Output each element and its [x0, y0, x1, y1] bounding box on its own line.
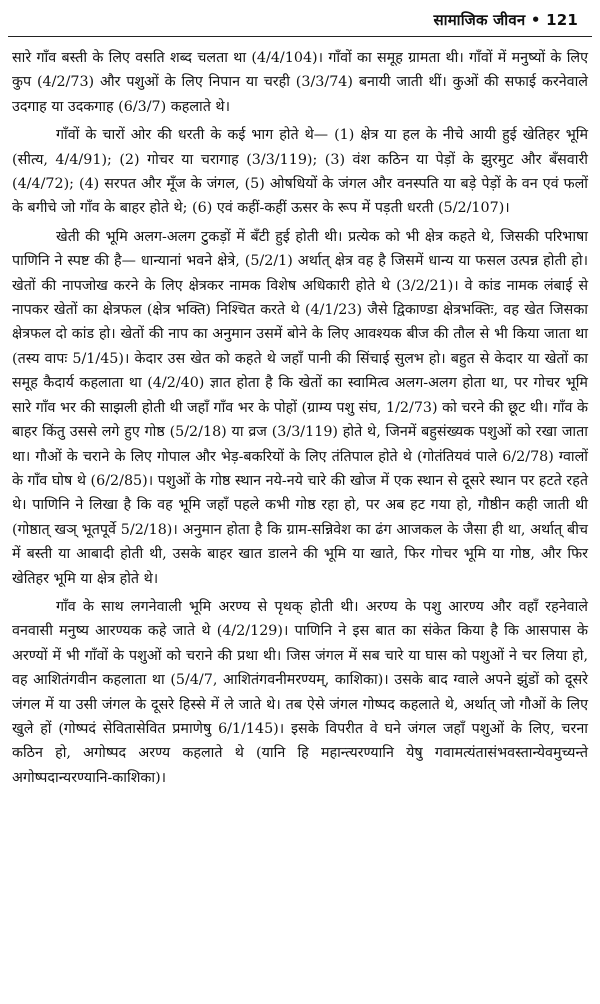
chapter-title: सामाजिक जीवन [433, 11, 526, 29]
header-separator: • [530, 11, 541, 29]
page-number: 121 [546, 11, 578, 29]
running-header [433, 10, 578, 30]
page-body [12, 46, 588, 794]
paragraph-3: खेती की भूमि अलग-अलग टुकड़ों में बँटी हुई होती थी। प्रत्येक को भी क्षेत्र कहते थे, जिसकी परिभाषा पाणिनि ने स्पष्ट की है— धान्यानां भवने क्षेत्रे, (5/2/1) अर्थात् क्षेत्र वह है जिसमें धान्य या फसल उत्पन्न होती हो। खेतों की नापजोख करने के लिए क्षेत्रकर नामक विशेष अधिकारी होते थे (3/2/21)। वे कांड नामक लंबाई से नापकर खेतों का क्षेत्रफल (क्षेत्र भक्ति) निश्चित करते थे (4/1/23) जैसे द्विकाण्डा क्षेत्रभक्तिः, वह खेत जिसका क्षेत्रफल दो कांड हो। खेतों की नाप का अनुमान उसमें बोने के लिए आवश्यक बीज की तौल से भी किया जाता था (तस्य वापः 5/1/45)। केदार उस खेत को कहते थे जहाँ पानी की सिंचाई सुलभ हो। बहुत से केदार या खेतों का समूह कैदार्य कहलाता था (4/2/40) ज्ञात होता है कि खेतों का स्वामित्व अलग-अलग होता था, पर गोचर भूमि सारे गाँव भर की साझली होती थी जहाँ गाँव भर के पोहों (ग्राम्य पशु संघ, 1/2/73) को चरने की छूट थी। गाँव के बाहर किंतु उससे लगे हुए गोष्ठ (5/2/18) या व्रज (3/3/119) होते थे, जिनमें बहुसंख्यक पशुओं को रखा जाता था। गौओं के चराने के लिए गोपाल और भेड़-बकरियों के लिए तंतिपाल होते थे (गोतंतियवं पाले 6/2/78) ग्वालों के गाँव घोष थे (6/2/85)। पशुओं के गोष्ठ स्थान नये-नये चारे की खोज में एक स्थान से दूसरे स्थान पर हटते रहते थे। पाणिनि ने लिखा है कि वह भूमि जहाँ पहले कभी गोष्ठ रहा हो, पर अब हट गया हो, गौष्ठीन कही जाती थी (गोष्ठात् खञ् भूतपूर्वे 5/2/18)। अनुमान होता है कि ग्राम-सन्निवेश का ढंग आजकल के जैसा ही था, अर्थात् बीच में बस्ती या आबादी होती थी, उसके बाहर खात डालने की भूमि या खाते, फिर गोचर भूमि या गोष्ठ, और फिर खेतिहर भूमि या क्षेत्र होते थे। [12, 228, 588, 587]
paragraph-1: सारे गाँव बस्ती के लिए वसति शब्द चलता था (4/4/104)। गाँवों का समूह ग्रामता थी। गाँवों में मनुष्यों के लिए कुप (4/2/73) और पशुओं के लिए निपान या चरही (3/3/74) बनायी जाती थीं। कुओं की सफाई करनेवाले उदगाह या उदकगाह (6/3/7) कहलाते थे। [12, 50, 588, 115]
paragraph-2: गाँवों के चारों ओर की धरती के कई भाग होते थे— (1) क्षेत्र या हल के नीचे आयी हुई खेतिहर भूमि (सीत्य, 4/4/91); (2) गोचर या चरागाह (3/3/119); (3) वंश कठिन या पेड़ों के झुरमुट और बँसवारी (4/4/72); (4) सरपत और मूँज के जंगल, (5) ओषधियों के जंगल और वनस्पति या बड़े पेड़ों के वन एवं फलों के बगीचे जो गाँव के बाहर होते थे; (6) एवं कहीं-कहीं ऊसर के रूप में पड़ती धरती (5/2/107)। [12, 127, 588, 217]
paragraph-4: गाँव के साथ लगनेवाली भूमि अरण्य से पृथक् होती थी। अरण्य के पशु आरण्य और वहाँ रहनेवाले वनवासी मनुष्य आरण्यक कहे जाते थे (4/2/129)। पाणिनि ने इस बात का संकेत किया है कि आसपास के अरण्यों में भी गाँवों के पशुओं को चराने की प्रथा थी। जिस जंगल में सब चारे या घास को पशुओं ने चर लिया हो, वह आशितंगवीन कहलाता था (5/4/7, आशितंगवनीमरण्यम्, काशिका)। उसके बाद ग्वाले अपने झुंडों को दूसरे जंगल में या उसी जंगल के दूसरे हिस्से में ले जाते थे। तब ऐसे जंगल गोष्पद कहलाते थे, अर्थात् जो गौओं के लिए खुले हों (गोष्पदं सेवितासेवित प्रमाणेषु 6/1/145)। इसके विपरीत वे घने जंगल जहाँ पशुओं के लिए, चरना कठिन हो, अगोष्पद अरण्य कहलाते थे (यानि हि महान्त्यरण्यानि येषु गवामत्यंतासंभवस्तान्येवमुच्यन्ते अगोष्पदान्यरण्यानि-काशिका)। [12, 598, 588, 786]
header-divider [8, 36, 592, 37]
